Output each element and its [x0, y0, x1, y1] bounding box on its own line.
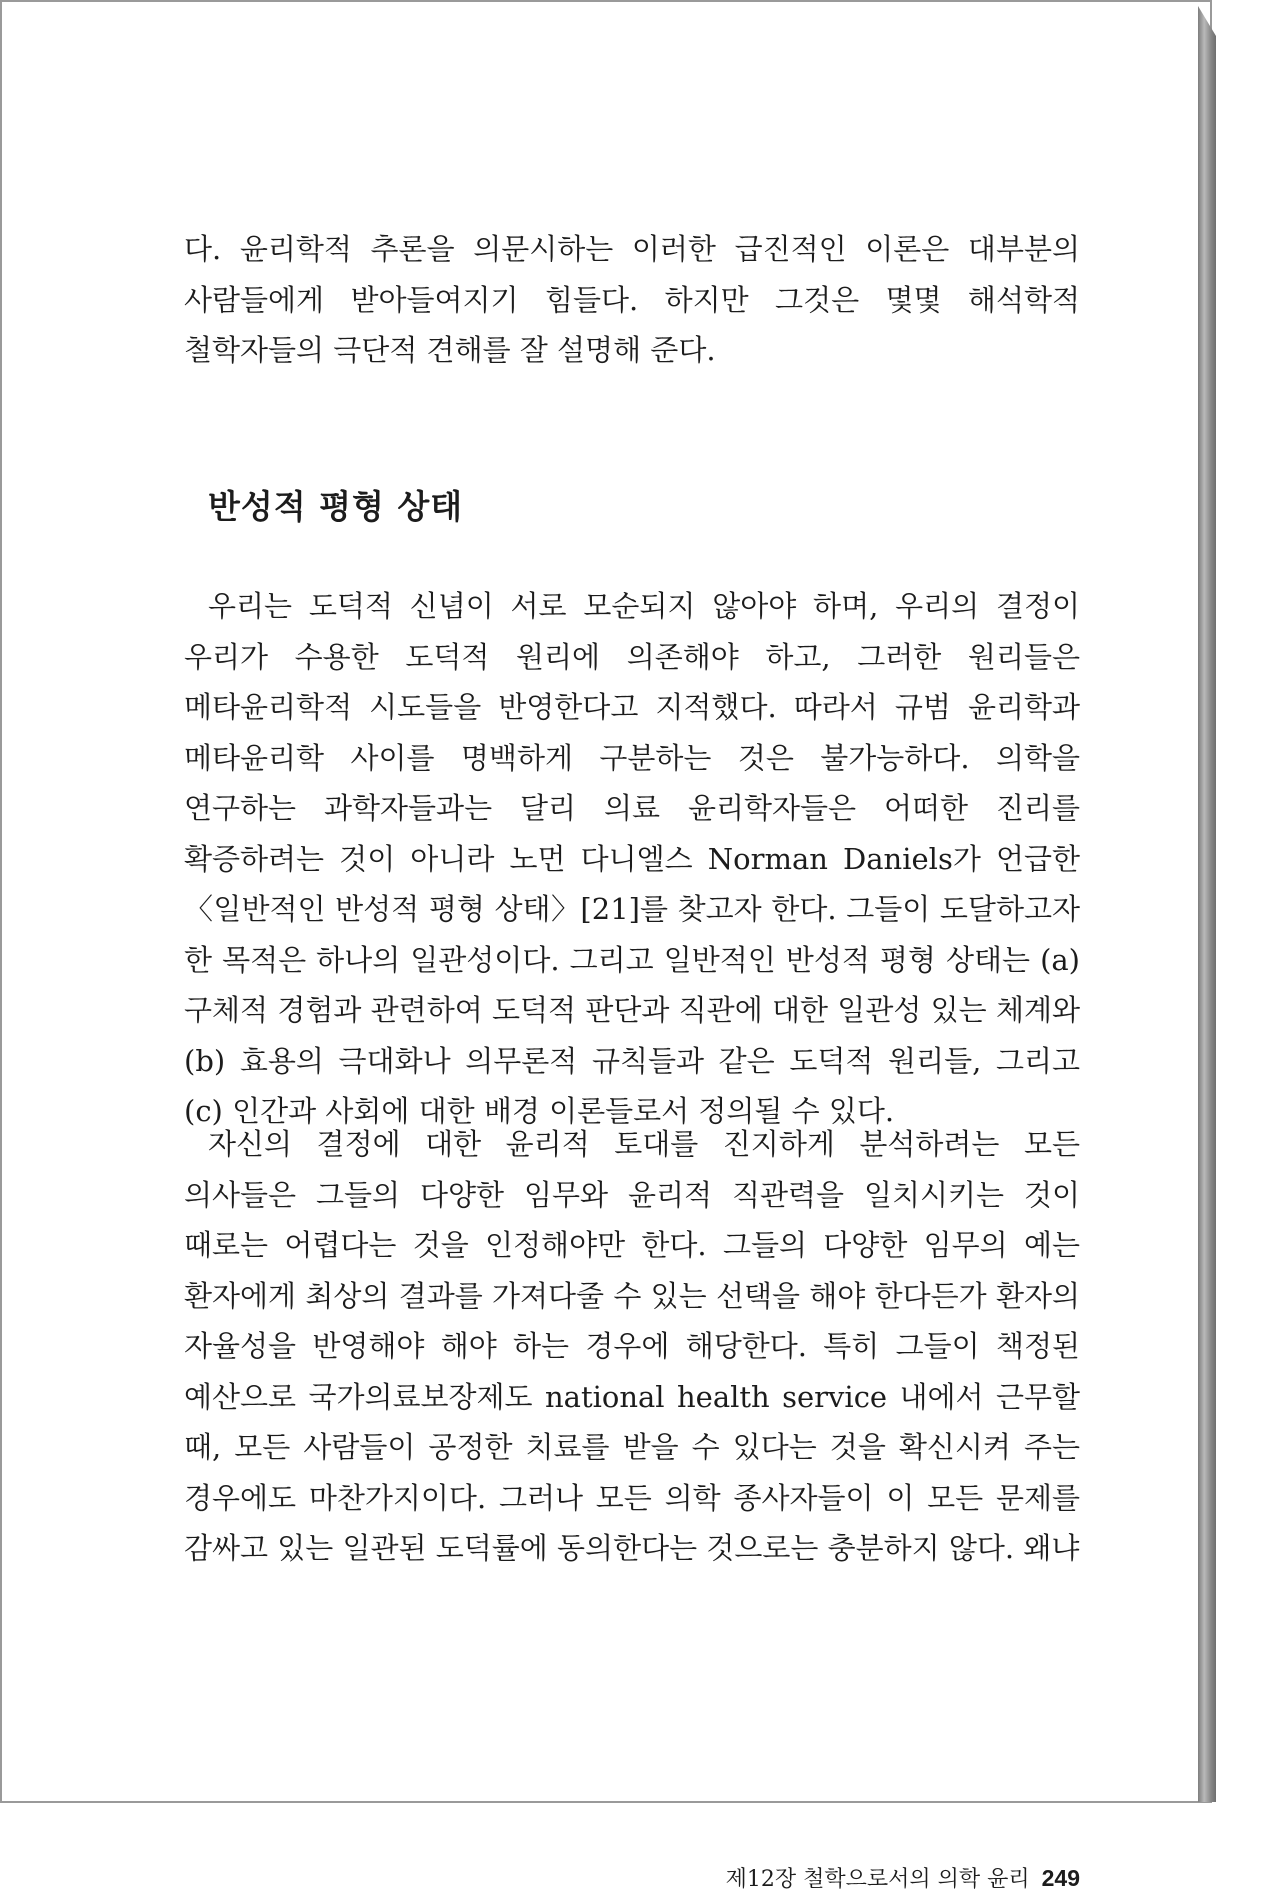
paragraph-physician-duties: 자신의 결정에 대한 윤리적 토대를 진지하게 분석하려는 모든 의사들은 그들의 다양한 임무와 윤리적 직관력을 일치시키는 것이 때로는 어렵다는 것을 인정해야만 한다. 그들의 다양한 임무의 예는 환자에게 최상의 결과를 가져다줄 수 있는 선택을 해야 한다든가 환자의 자율성을 반영해야 해야 하는 경우에 해당한다. 특히 그들이 책정된 예산으로 국가의료보장제도 national health service 내에서 근무할 때, 모든 사람들이 공정한 치료를 받을 수 있다는 것을 확신시켜 주는 경우에도 마찬가지이다. 그러나 모든 의학 종사자들이 이 모든 문제를 감싸고 있는 일관된 도덕률에 동의한다는 것으로는 충분하지 않다. 왜냐 — [184, 1127, 1080, 1565]
section-heading: 반성적 평형 상태 — [208, 487, 464, 526]
running-title: 제12장 철학으로서의 의학 윤리 — [725, 1867, 1030, 1892]
paragraph-continuation: 다. 윤리학적 추론을 의문시하는 이러한 급진적인 이론은 대부분의 사람들에게 받아들여지기 힘들다. 하지만 그것은 몇몇 해석학적 철학자들의 극단적 견해를 잘 설명해 준다. — [184, 232, 1080, 367]
page-footer — [184, 1860, 1080, 1898]
paragraph-reflective-equilibrium: 우리는 도덕적 신념이 서로 모순되지 않아야 하며, 우리의 결정이 우리가 수용한 도덕적 원리에 의존해야 하고, 그러한 원리들은 메타윤리학적 시도들을 반영한다고 지적했다. 따라서 규범 윤리학과 메타윤리학 사이를 명백하게 구분하는 것은 불가능하다. 의학을 연구하는 과학자들과는 달리 의료 윤리학자들은 어떠한 진리를 확증하려는 것이 아니라 노먼 다니엘스 Norman Daniels가 언급한 〈일반적인 반성적 평형 상태〉[21]를 찾고자 한다. 그들이 도달하고자 한 목적은 하나의 일관성이다. 그리고 일반적인 반성적 평형 상태는 (a) 구체적 경험과 관련하여 도덕적 판단과 직관에 대한 일관성 있는 체계와 (b) 효용의 극대화나 의무론적 규칙들과 같은 도덕적 원리들, 그리고 (c) 인간과 사회에 대한 배경 이론들로서 정의될 수 있다. — [184, 589, 1080, 1128]
page-stack-edge — [1198, 6, 1216, 1802]
page-number: 249 — [1041, 1865, 1080, 1891]
